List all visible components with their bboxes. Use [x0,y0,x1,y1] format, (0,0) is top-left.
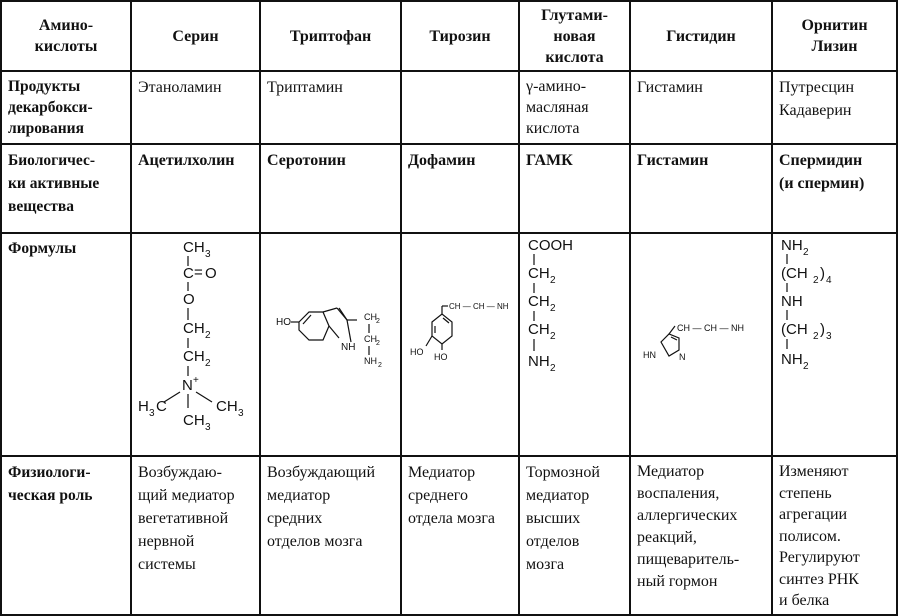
header-tryptophan: Триптофан [289,27,372,45]
bond-line [347,320,351,342]
formula-text: CH — CH — NH [677,323,744,333]
formula-text: 2 [378,362,382,369]
histamine-formula [631,234,771,455]
formula-text: CH [528,293,550,310]
formula-text: CH [364,334,377,344]
formula-text: 2 [205,330,211,341]
active-spermidine: Спермидин (и спермин) [779,152,865,192]
formula-text: CH [183,239,205,256]
formula-text: 4 [826,275,832,286]
formula-text: CH [183,412,205,429]
role-glutamic: Тормозной медиатор высших отделов мозга [526,464,600,573]
active-serotonin: Серотонин [267,152,346,169]
formula-text: N [182,377,193,394]
role-tyrosine: Медиатор среднего отдела мозга [408,464,496,527]
formula-text: + [193,375,199,386]
active-acetylcholine: Ацетилхолин [138,152,235,169]
products-histidine: Гистамин [637,79,703,96]
formula-text: NH [781,237,803,254]
formula-text: ) [820,265,825,282]
spermidine-formula [773,234,896,455]
active-dopamine: Дофамин [408,152,476,169]
formula-text: 3 [238,408,244,419]
products-glutamic: γ-амино- масляная кислота [526,78,589,137]
header-ornithine-lysine: Орнитин Лизин [801,17,868,55]
formula-text: 2 [550,275,556,286]
bond-line [196,392,212,402]
formula-text: 3 [205,249,211,260]
formula-text: CH [183,348,205,365]
formula-text: 3 [205,422,211,433]
formula-text: N [679,352,686,362]
formula-text: C [183,265,194,282]
formula-text: ) [820,321,825,338]
row-label-active: Биологичес- ки активные вещества [8,152,100,215]
row-label-products: Продукты декарбокси- лирования [8,78,93,137]
formula-text: NH [528,353,550,370]
formula-text: CH — CH — NH [449,302,509,311]
bond-line [669,326,675,334]
header-serine: Серин [172,27,219,45]
formula-text: 2 [550,331,556,342]
formula-text: HO [410,347,424,357]
formula-text: CH [183,320,205,337]
bond-line [329,326,339,338]
formula-text: H [138,398,149,415]
formula-text: 2 [376,340,380,347]
formula-text: O [205,265,217,282]
active-gaba: ГАМК [526,152,573,169]
row-label-role: Физиологи- ческая роль [8,464,93,504]
products-tryptophan: Триптамин [267,79,343,96]
products-tyrosine [402,72,518,143]
formula-text: 2 [550,303,556,314]
formula-text: 2 [550,363,556,374]
formula-text: HN [643,350,656,360]
serotonin-formula [261,234,400,455]
formula-text: (CH [781,265,808,282]
role-histidine: Медиатор воспаления, аллергических реакций, пищеваритель- ный гормон [637,463,740,590]
dopamine-formula [402,234,518,455]
products-ornithine-lysine: Путресцин Кадаверин [779,79,855,119]
role-ornithine-lysine: Изменяют степень агрегации полисом. Регулируют синтез РНК и белка [779,463,860,609]
bond-line [426,336,432,346]
bond-line [339,308,347,320]
formula-text: = [194,264,203,281]
formula-text: C [156,398,167,415]
formula-text: O [183,291,195,308]
formula-text: CH [216,398,238,415]
benzene-ring [299,312,329,340]
header-amino-acids: Амино- кислоты [34,17,98,55]
header-histidine: Гистидин [666,27,736,45]
formula-text: NH [781,293,803,310]
acetylcholine-formula [132,234,259,455]
formula-text: CH [528,265,550,282]
formula-text: 2 [803,247,809,258]
formula-text: CH [528,321,550,338]
formula-text: COOH [528,237,573,254]
formula-text: (CH [781,321,808,338]
formula-text: 3 [149,408,155,419]
formula-text: NH [341,342,356,353]
formula-text: CH [364,312,377,322]
role-serine: Возбуждаю- щий медиатор вегетативной нервной системы [138,464,235,573]
formula-text: 2 [813,331,819,342]
imidazole-ring [661,334,679,356]
products-serine: Этаноламин [138,79,222,96]
gaba-formula [520,234,629,455]
row-label-formulas: Формулы [8,240,77,257]
formula-text: 3 [826,331,832,342]
bond-line [323,308,337,312]
header-glutamic-acid: Глутами- новая кислота [541,6,608,66]
formula-text: 2 [813,275,819,286]
formula-text: 2 [376,318,380,325]
formula-text: 2 [803,361,809,372]
formula-text: NH [781,351,803,368]
role-tryptophan: Возбуждающий медиатор средних отделов мозга [267,464,376,550]
active-histamine: Гистамин [637,152,709,169]
header-tyrosine: Тирозин [429,27,491,45]
formula-text: 2 [205,358,211,369]
formula-text: NH [364,356,377,366]
formula-text: HO [276,317,291,328]
formula-text: HO [434,352,448,362]
